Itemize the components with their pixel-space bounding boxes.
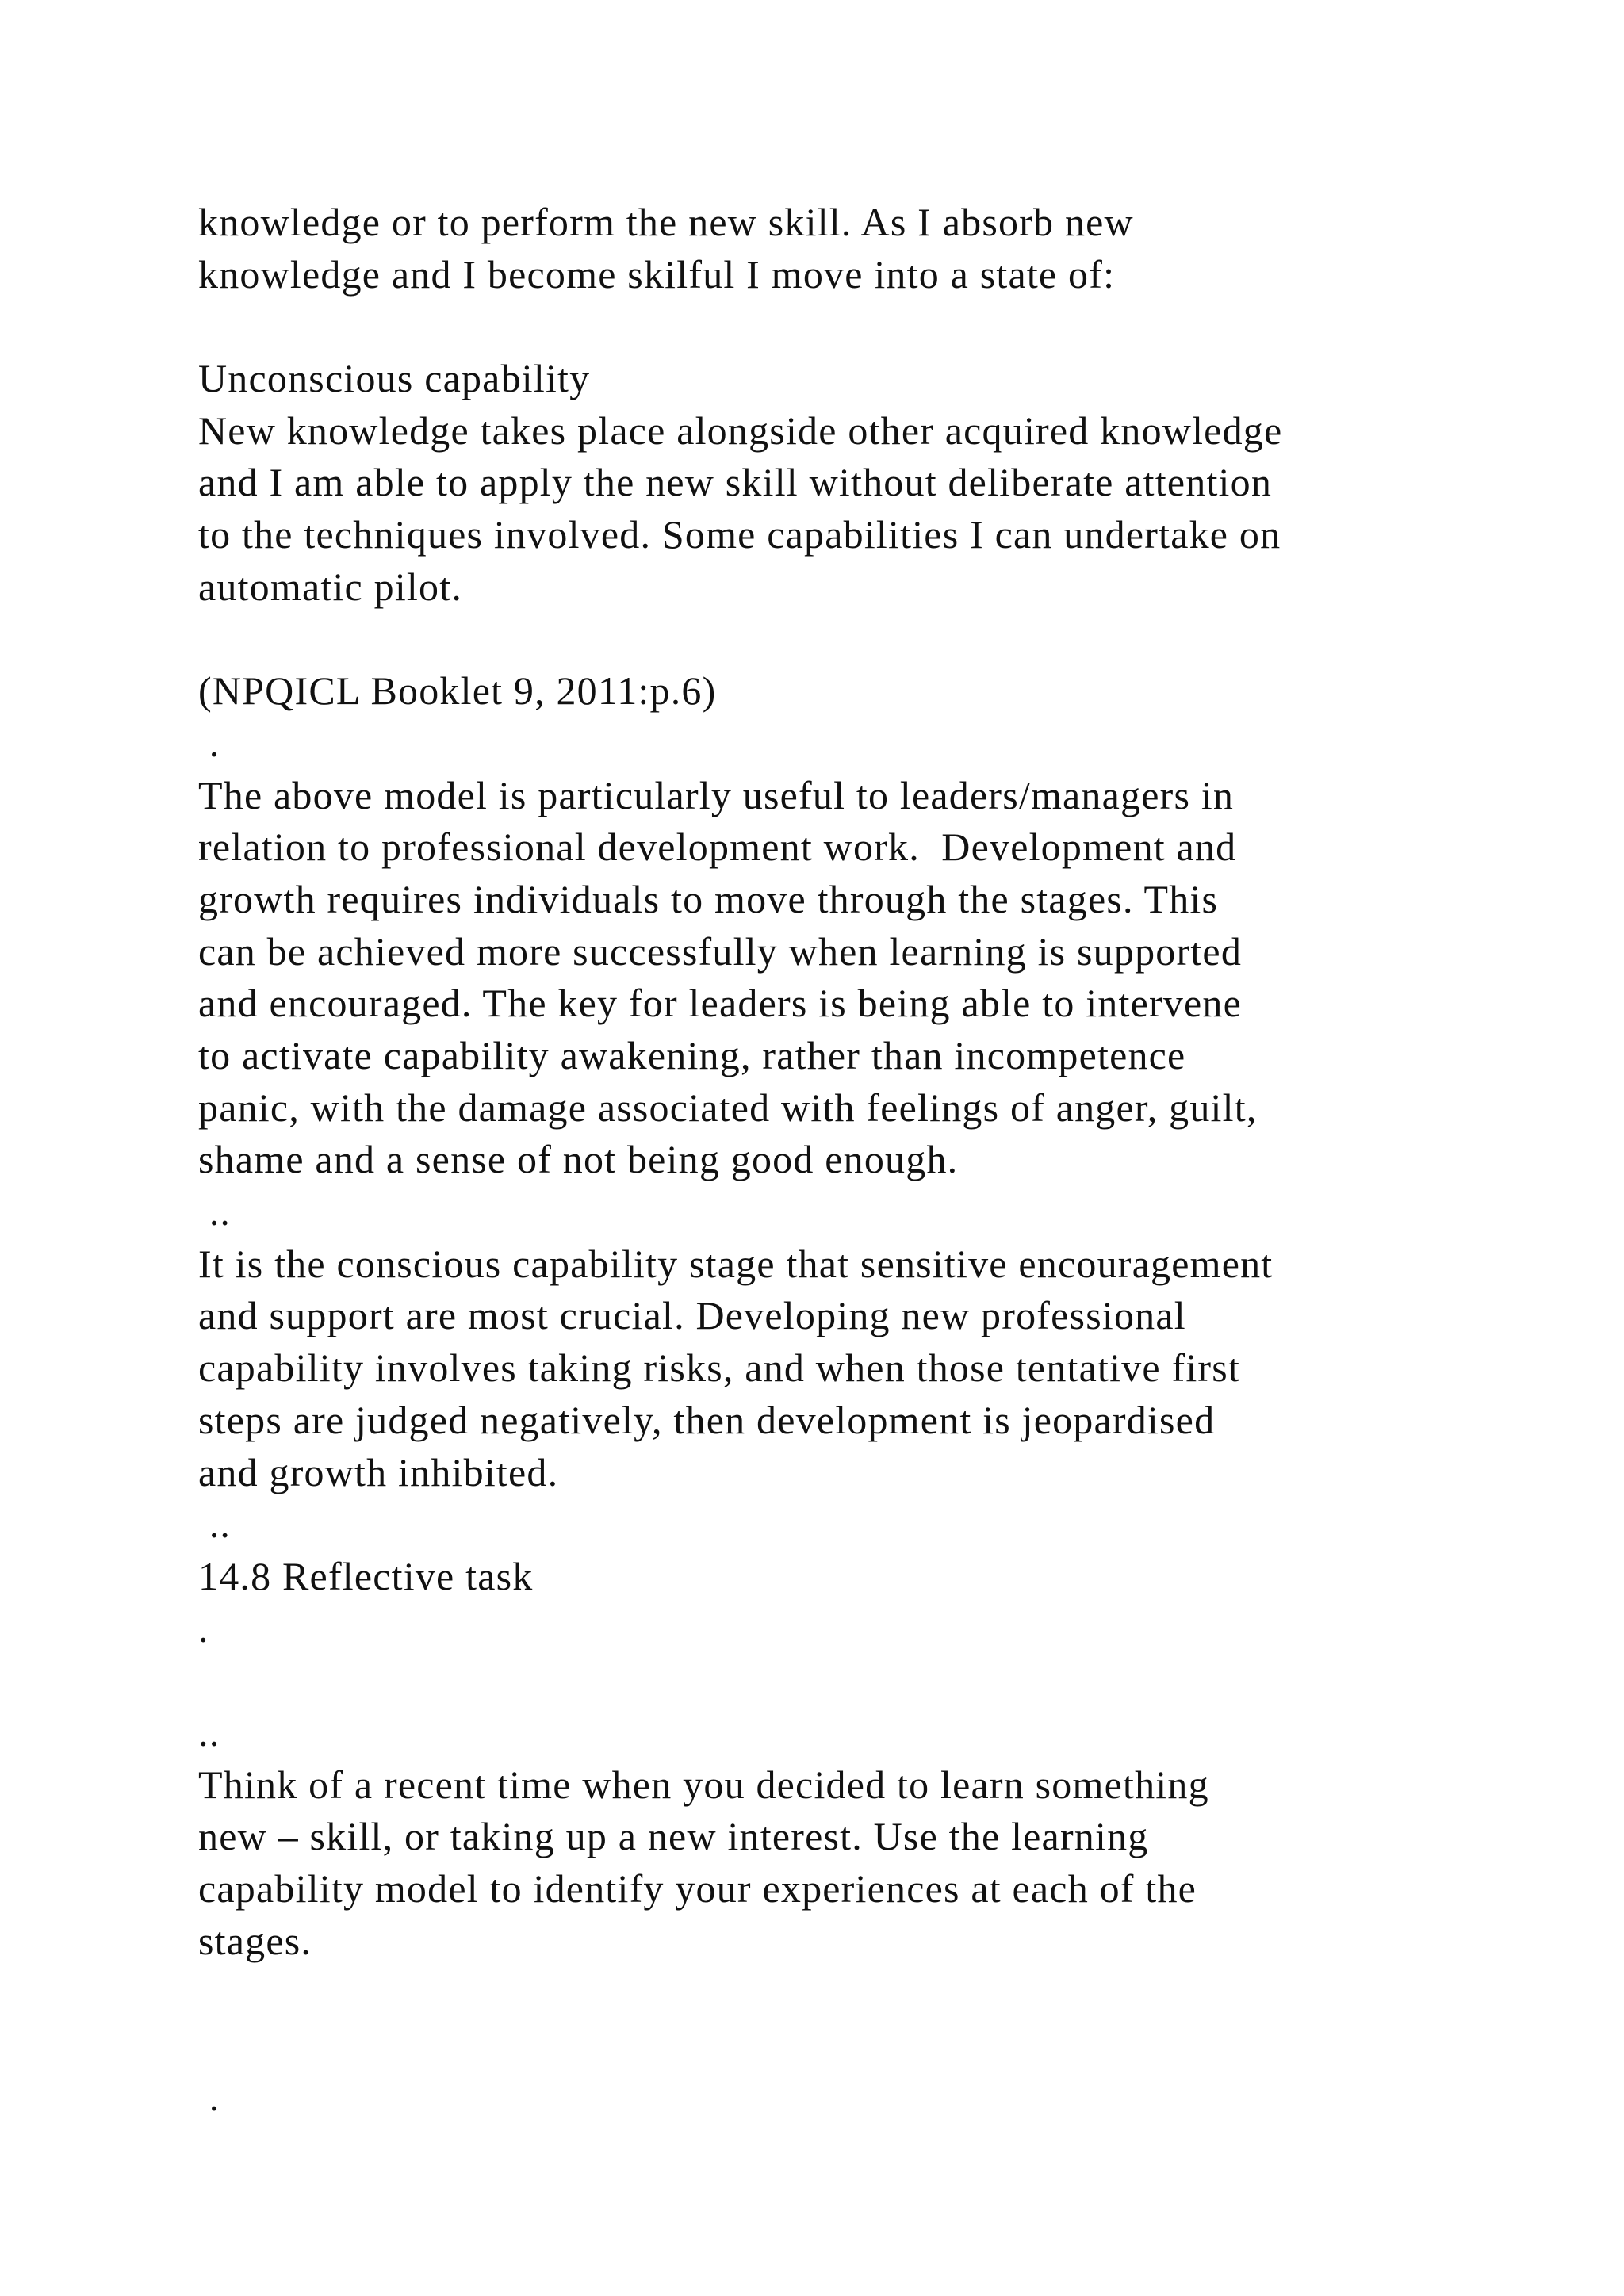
text-line: relation to professional development work. Development and [198,825,1237,870]
text-line: and I am able to apply the new skill without deliberate attention [198,460,1273,505]
text-line: stages. [198,1918,312,1963]
text-line: automatic pilot. [198,564,463,609]
text-line: .. [198,1189,232,1234]
text-line: . [198,2074,220,2119]
text-line: It is the conscious capability stage that sensitive encouragement [198,1241,1274,1286]
text-line: and growth inhibited. [198,1449,559,1494]
text-line: . [198,720,220,765]
text-line: knowledge and I become skilful I move into a state of: [198,251,1116,297]
text-line: The above model is particularly useful to leaders/managers in [198,772,1235,817]
blank-line [198,1655,1546,1707]
text-line: and encouraged. The key for leaders is being able to intervene [198,981,1243,1026]
text-line: shame and a sense of not being good enough. [198,1137,959,1182]
text-line: .. [198,1502,232,1547]
text-line: Think of a recent time when you decided to learn something [198,1762,1209,1807]
text-line: .. [198,1709,220,1755]
text-line: . [198,1605,209,1651]
text-line: and support are most crucial. Developing new professional [198,1293,1186,1338]
text-line: new – skill, or taking up a new interest. Use the learning [198,1814,1149,1859]
text-line: New knowledge takes place alongside other acquired knowledge [198,408,1283,453]
text-line: (NPQICL Booklet 9, 2011:p.6) [198,668,717,714]
text-line: 14.8 Reflective task [198,1553,534,1598]
text-line: to activate capability awakening, rather than incompetence [198,1033,1186,1077]
document-body [198,197,1546,2123]
blank-line [198,2019,1546,2072]
text-line: capability model to identify your experiences at each of the [198,1866,1197,1911]
text-line: Unconscious capability [198,356,591,401]
blank-line [198,1967,1546,2019]
text-line: steps are judged negatively, then development is jeopardised [198,1397,1216,1442]
text-line: to the techniques involved. Some capabilities I can undertake on [198,512,1281,557]
text-line: panic, with the damage associated with feelings of anger, guilt, [198,1085,1258,1130]
text-line: capability involves taking risks, and when those tentative first [198,1345,1241,1391]
text-line: knowledge or to perform the new skill. As I absorb new [198,200,1134,244]
text-line: growth requires individuals to move through the stages. This [198,876,1219,921]
blank-line [198,614,1546,666]
blank-line [198,300,1546,353]
text-line: can be achieved more successfully when learning is supported [198,928,1243,974]
